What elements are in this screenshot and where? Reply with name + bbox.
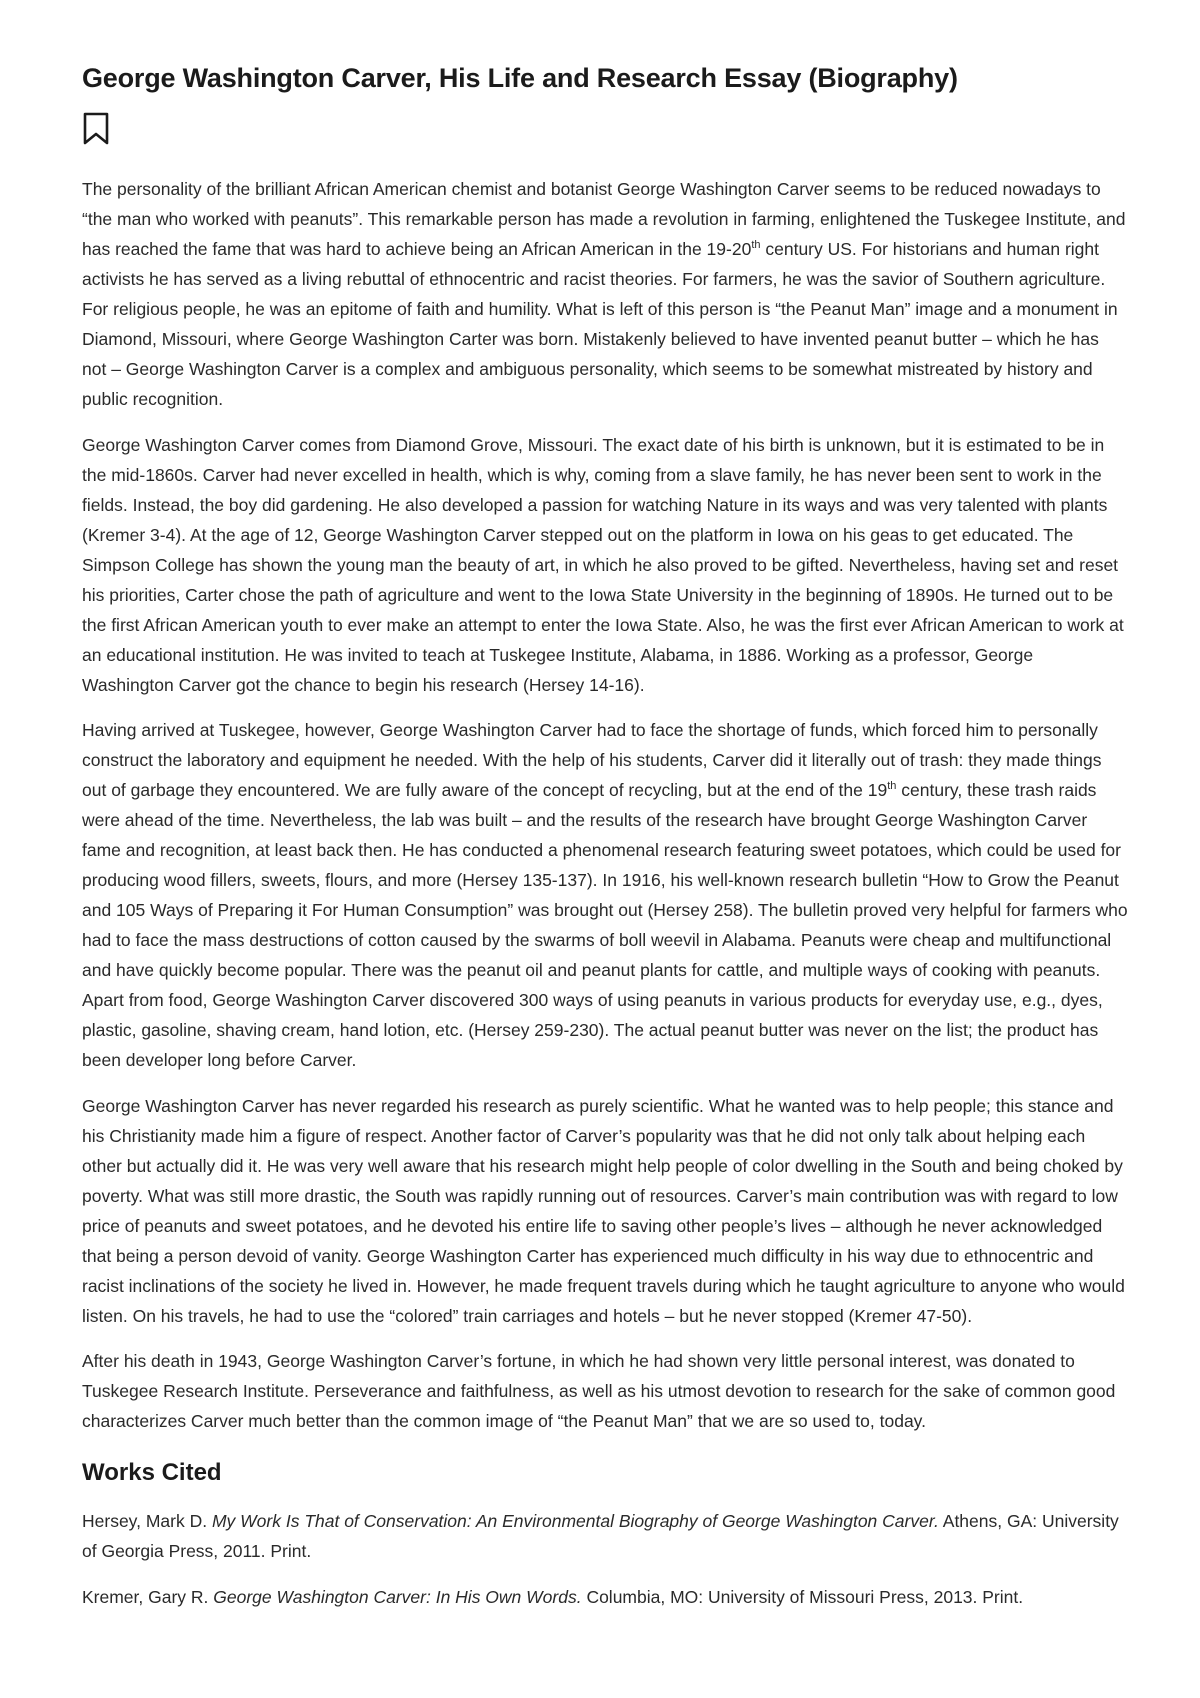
article: [82, 60, 1128, 1627]
citation-1: Hersey, Mark D. My Work Is That of Conservation: An Environmental Biography of George Washington Carver. Athens, GA: University of Georgia Press, 2011. Print.: [82, 1511, 1119, 1561]
paragraph-5: After his death in 1943, George Washington Carver’s fortune, in which he had shown very little personal interest, was donated to Tuskegee Research Institute. Perseverance and faithfulness, as well as his utmost devotion to research for the sake of common good characterizes Carver much better than the common image of “the Peanut Man” that we are so used to, today.: [82, 1351, 1116, 1431]
paragraph-2: George Washington Carver comes from Diamond Grove, Missouri. The exact date of his birth is unknown, but it is estimated to be in the mid-1860s. Carver had never excelled in health, which is why, coming from a slave family, he has never been sent to work in the fields. Instead, the boy did gardening. He also developed a passion for watching Nature in its ways and was very talented with plants (Kremer 3-4). At the age of 12, George Washington Carver stepped out on the platform in Iowa on his geas to get educated. The Simpson College has shown the young man the beauty of art, in which he also proved to be gifted. Nevertheless, having set and reset his priorities, Carter chose the path of agriculture and went to the Iowa State University in the beginning of 1890s. He turned out to be the first African American youth to ever make an attempt to enter the Iowa State. Also, he was the first ever African American to work at an educational institution. He was invited to teach at Tuskegee Institute, Alabama, in 1886. Working as a professor, George Washington Carver got the chance to begin his research (Hersey 14-16).: [82, 434, 1124, 695]
citation-title: My Work Is That of Conservation: An Environmental Biography of George Washington Carver.: [211, 1511, 939, 1531]
citation-title: George Washington Carver: In His Own Words.: [213, 1586, 582, 1607]
works-cited-heading: Works Cited: [82, 1459, 222, 1486]
paragraph-3: Having arrived at Tuskegee, however, George Washington Carver had to face the shortage of funds, which forced him to personally construct the laboratory and equipment he needed. With the help of his students, Carver did it literally out of trash: they made things out of garbage they encountered. We are fully aware of the concept of recycling, but at the end of the 19th century, these trash raids were ahead of the time. Nevertheless, the lab was built – and the results of the research have brought George Washington Carver fame and recognition, at least back then. He has conducted a phenomenal research featuring sweet potatoes, which could be used for producing wood fillers, sweets, flours, and more (Hersey 135-137). In 1916, his well-known research bulletin “How to Grow the Peanut and 105 Ways of Preparing it For Human Consumption” was brought out (Hersey 258). The bulletin proved very helpful for farmers who had to face the mass destructions of cotton caused by the swarms of boll weevil in Alabama. Peanuts were cheap and multifunctional and have quickly become popular. There was the peanut oil and peanut plants for cattle, and multiple ways of cooking with peanuts. Apart from food, George Washington Carver discovered 300 ways of using peanuts in various products for everyday use, e.g., dyes, plastic, gasoline, shaving cream, hand lotion, etc. (Hersey 259-230). The actual peanut butter was never on the list; the product has been developer long before Carver.: [82, 720, 1128, 1070]
works-cited-list: [82, 1506, 1128, 1612]
paragraph-4: George Washington Carver has never regarded his research as purely scientific. What he wanted was to help people; this stance and his Christianity made him a figure of respect. Another factor of Carver’s popularity was that he did not only talk about helping each other but actually did it. He was very well aware that his research might help people of color dwelling in the South and being choked by poverty. What was still more drastic, the South was rapidly running out of resources. Carver’s main contribution was with regard to low price of peanuts and sweet potatoes, and he devoted his entire life to saving other people’s lives – although he never acknowledged that being a person devoid of vanity. George Washington Carter has experienced much difficulty in his way due to ethnocentric and racist inclinations of the society he lived in. However, he made frequent travels during which he taught agriculture to anyone who would listen. On his travels, he had to use the “colored” train carriages and hotels – but he never stopped (Kremer 47-50).: [82, 1095, 1125, 1326]
page-title: George Washington Carver, His Life and Research Essay (Biography): [82, 63, 958, 93]
article-body: [82, 174, 1128, 1436]
citation-2: Kremer, Gary R. George Washington Carver: In His Own Words. Columbia, MO: University of Missouri Press, 2013. Print.: [82, 1586, 1024, 1607]
superscript: th: [887, 780, 897, 792]
bookmark-icon[interactable]: [82, 112, 110, 146]
paragraph-1: The personality of the brilliant African American chemist and botanist George Washington Carver seems to be reduced nowadays to “the man who worked with peanuts”. This remarkable person has made a revolution in farming, enlightened the Tuskegee Institute, and has reached the fame that was hard to achieve being an African American in the 19-20th century US. For historians and human right activists he has served as a living rebuttal of ethnocentric and racist theories. For farmers, he was the savior of Southern agriculture. For religious people, he was an epitome of faith and humility. What is left of this person is “the Peanut Man” image and a monument in Diamond, Missouri, where George Washington Carter was born. Mistakenly believed to have invented peanut butter – which he has not – George Washington Carver is a complex and ambiguous personality, which seems to be somewhat mistreated by history and public recognition.: [82, 179, 1126, 409]
superscript: th: [751, 239, 761, 251]
